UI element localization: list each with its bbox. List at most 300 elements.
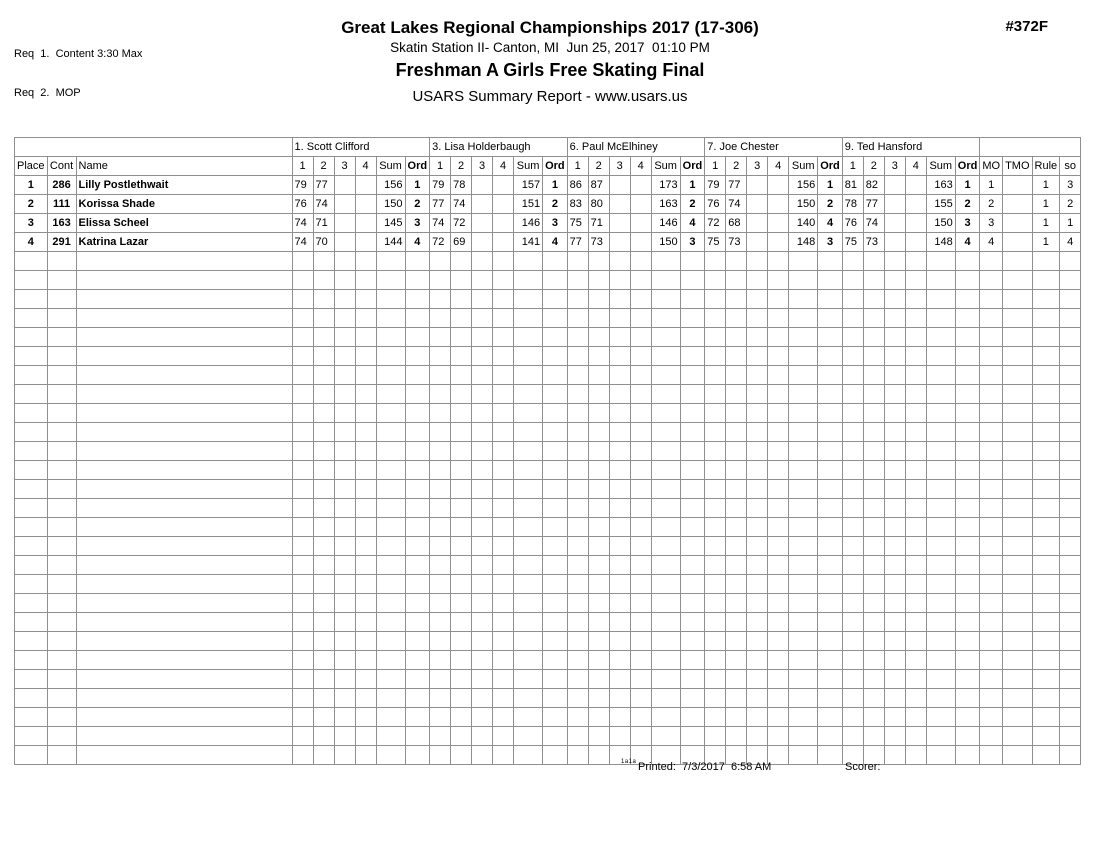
table-cell <box>926 556 955 575</box>
table-cell <box>651 651 680 670</box>
table-cell <box>451 575 472 594</box>
table-cell <box>334 556 355 575</box>
table-cell <box>47 480 76 499</box>
table-cell <box>680 366 705 385</box>
table-cell <box>726 442 747 461</box>
table-cell <box>705 252 726 271</box>
spacer-cell <box>15 138 293 157</box>
table-cell <box>588 366 609 385</box>
table-cell <box>905 537 926 556</box>
table-cell <box>15 613 48 632</box>
score-cell <box>609 214 630 233</box>
table-cell <box>609 575 630 594</box>
table-cell <box>334 480 355 499</box>
table-cell <box>1032 670 1060 689</box>
table-cell <box>430 290 451 309</box>
table-cell <box>405 404 430 423</box>
table-cell <box>842 309 863 328</box>
score-cell: 68 <box>726 214 747 233</box>
score-cell: 72 <box>451 214 472 233</box>
table-cell <box>768 613 789 632</box>
empty-row <box>15 328 1081 347</box>
table-cell <box>430 575 451 594</box>
table-cell <box>926 708 955 727</box>
table-cell <box>15 404 48 423</box>
table-cell <box>705 708 726 727</box>
table-cell <box>789 575 818 594</box>
table-cell <box>747 613 768 632</box>
table-cell <box>430 689 451 708</box>
table-cell <box>651 518 680 537</box>
table-cell <box>789 613 818 632</box>
table-cell <box>926 309 955 328</box>
table-cell <box>451 537 472 556</box>
table-cell <box>1003 442 1032 461</box>
sum-cell: 146 <box>651 214 680 233</box>
table-cell <box>926 575 955 594</box>
table-cell <box>955 613 980 632</box>
page-footer <box>0 761 1100 781</box>
score-cell <box>747 195 768 214</box>
tmo-cell <box>1003 176 1032 195</box>
table-cell <box>609 461 630 480</box>
table-cell <box>680 651 705 670</box>
table-cell <box>430 442 451 461</box>
table-cell <box>472 404 493 423</box>
table-cell <box>905 480 926 499</box>
table-cell <box>726 727 747 746</box>
table-cell <box>405 556 430 575</box>
sum-cell: 157 <box>514 176 543 195</box>
table-cell <box>405 366 430 385</box>
score-cell <box>493 233 514 252</box>
table-cell <box>376 252 405 271</box>
table-cell <box>405 575 430 594</box>
table-cell <box>76 708 292 727</box>
table-cell <box>630 575 651 594</box>
table-cell <box>1060 290 1081 309</box>
table-cell <box>567 708 588 727</box>
table-cell <box>705 480 726 499</box>
column-header: Rule <box>1032 157 1060 176</box>
table-cell <box>926 499 955 518</box>
table-cell <box>588 290 609 309</box>
table-cell <box>334 385 355 404</box>
contestant-number-cell: 111 <box>47 195 76 214</box>
table-cell <box>405 328 430 347</box>
table-cell <box>926 404 955 423</box>
table-cell <box>818 651 843 670</box>
table-cell <box>818 708 843 727</box>
table-cell <box>292 594 313 613</box>
table-cell <box>705 651 726 670</box>
table-cell <box>609 404 630 423</box>
table-cell <box>980 727 1003 746</box>
table-cell <box>884 727 905 746</box>
table-cell <box>355 575 376 594</box>
table-cell <box>905 575 926 594</box>
table-cell <box>355 537 376 556</box>
table-cell <box>430 594 451 613</box>
table-cell <box>451 727 472 746</box>
table-cell <box>355 347 376 366</box>
table-cell <box>376 651 405 670</box>
table-cell <box>588 556 609 575</box>
table-cell <box>863 556 884 575</box>
column-header: Ord <box>818 157 843 176</box>
ordinal-cell: 3 <box>955 214 980 233</box>
table-cell <box>630 404 651 423</box>
table-cell <box>705 632 726 651</box>
score-cell <box>630 176 651 195</box>
table-cell <box>1032 290 1060 309</box>
table-cell <box>76 309 292 328</box>
table-cell <box>747 689 768 708</box>
table-cell <box>980 689 1003 708</box>
table-cell <box>376 670 405 689</box>
empty-row <box>15 480 1081 499</box>
table-cell <box>472 518 493 537</box>
skater-name-cell: Elissa Scheel <box>76 214 292 233</box>
table-cell <box>567 480 588 499</box>
table-cell <box>726 651 747 670</box>
table-cell <box>863 537 884 556</box>
table-cell <box>1003 708 1032 727</box>
table-cell <box>884 290 905 309</box>
table-cell <box>609 423 630 442</box>
mo-cell: 2 <box>980 195 1003 214</box>
table-cell <box>472 727 493 746</box>
score-cell <box>768 214 789 233</box>
table-cell <box>726 385 747 404</box>
table-cell <box>405 727 430 746</box>
table-cell <box>842 689 863 708</box>
table-cell <box>789 651 818 670</box>
table-cell <box>472 366 493 385</box>
table-cell <box>905 727 926 746</box>
table-cell <box>863 252 884 271</box>
table-cell <box>905 708 926 727</box>
table-cell <box>1032 366 1060 385</box>
table-cell <box>76 404 292 423</box>
table-cell <box>334 594 355 613</box>
table-cell <box>376 404 405 423</box>
table-cell <box>1032 442 1060 461</box>
table-cell <box>905 347 926 366</box>
score-cell <box>609 233 630 252</box>
column-header: TMO <box>1003 157 1032 176</box>
venue-date-line: Skatin Station II- Canton, MI Jun 25, 2017 01:10 PM <box>390 40 710 55</box>
score-cell <box>334 233 355 252</box>
table-cell <box>376 708 405 727</box>
table-cell <box>47 499 76 518</box>
table-cell <box>955 556 980 575</box>
table-cell <box>651 328 680 347</box>
table-cell <box>842 442 863 461</box>
table-cell <box>472 613 493 632</box>
table-cell <box>430 252 451 271</box>
table-cell <box>955 252 980 271</box>
table-cell <box>376 613 405 632</box>
table-cell <box>1060 480 1081 499</box>
table-cell <box>292 499 313 518</box>
table-cell <box>705 670 726 689</box>
table-cell <box>430 613 451 632</box>
table-cell <box>747 423 768 442</box>
table-cell <box>768 689 789 708</box>
table-cell <box>1032 309 1060 328</box>
empty-row <box>15 252 1081 271</box>
ordinal-cell: 2 <box>543 195 568 214</box>
table-cell <box>789 252 818 271</box>
table-cell <box>472 708 493 727</box>
table-cell <box>567 670 588 689</box>
table-cell <box>955 670 980 689</box>
header-titles <box>0 18 1100 105</box>
table-cell <box>472 328 493 347</box>
table-cell <box>705 290 726 309</box>
table-cell <box>493 252 514 271</box>
mo-cell: 1 <box>980 176 1003 195</box>
score-cell <box>884 233 905 252</box>
column-header: Ord <box>680 157 705 176</box>
table-cell <box>472 556 493 575</box>
table-cell <box>588 385 609 404</box>
table-cell <box>430 556 451 575</box>
empty-row <box>15 727 1081 746</box>
table-cell <box>955 290 980 309</box>
table-cell <box>493 689 514 708</box>
table-cell <box>609 670 630 689</box>
table-cell <box>705 727 726 746</box>
table-cell <box>376 480 405 499</box>
table-cell <box>292 309 313 328</box>
table-cell <box>567 537 588 556</box>
table-cell <box>430 518 451 537</box>
table-cell <box>567 271 588 290</box>
table-cell <box>705 404 726 423</box>
empty-row <box>15 290 1081 309</box>
table-cell <box>376 385 405 404</box>
column-header: Sum <box>376 157 405 176</box>
table-cell <box>980 537 1003 556</box>
table-cell <box>726 366 747 385</box>
score-cell <box>884 176 905 195</box>
table-cell <box>630 442 651 461</box>
ordinal-cell: 3 <box>543 214 568 233</box>
table-cell <box>292 727 313 746</box>
table-cell <box>514 575 543 594</box>
sum-cell: 144 <box>376 233 405 252</box>
table-cell <box>980 404 1003 423</box>
table-cell <box>472 290 493 309</box>
table-cell <box>630 461 651 480</box>
table-cell <box>1003 461 1032 480</box>
sum-cell: 146 <box>514 214 543 233</box>
table-cell <box>1003 347 1032 366</box>
table-cell <box>609 594 630 613</box>
table-cell <box>76 385 292 404</box>
table-cell <box>47 290 76 309</box>
table-cell <box>1060 727 1081 746</box>
table-cell <box>355 271 376 290</box>
table-cell <box>884 556 905 575</box>
table-cell <box>747 594 768 613</box>
table-cell <box>588 328 609 347</box>
table-cell <box>818 385 843 404</box>
table-cell <box>926 689 955 708</box>
table-cell <box>376 689 405 708</box>
place-cell: 1 <box>15 176 48 195</box>
table-cell <box>334 271 355 290</box>
table-cell <box>1003 328 1032 347</box>
table-cell <box>355 518 376 537</box>
table-cell <box>313 613 334 632</box>
table-cell <box>1060 461 1081 480</box>
table-cell <box>768 385 789 404</box>
column-header: so <box>1060 157 1081 176</box>
score-cell: 75 <box>842 233 863 252</box>
table-cell <box>705 689 726 708</box>
table-cell <box>905 689 926 708</box>
page-title: Great Lakes Regional Championships 2017 (17-306) <box>341 18 759 37</box>
score-cell: 69 <box>451 233 472 252</box>
table-cell <box>1032 271 1060 290</box>
score-cell: 74 <box>292 233 313 252</box>
table-cell <box>680 727 705 746</box>
table-cell <box>355 651 376 670</box>
score-cell: 72 <box>705 214 726 233</box>
table-cell <box>1060 366 1081 385</box>
score-cell <box>747 233 768 252</box>
rule-cell: 1 <box>1032 214 1060 233</box>
table-cell <box>747 537 768 556</box>
table-cell <box>567 727 588 746</box>
table-cell <box>905 499 926 518</box>
table-cell <box>680 632 705 651</box>
table-cell <box>76 271 292 290</box>
table-cell <box>1060 670 1081 689</box>
table-cell <box>680 404 705 423</box>
table-cell <box>863 708 884 727</box>
table-cell <box>651 708 680 727</box>
table-cell <box>955 632 980 651</box>
table-cell <box>47 651 76 670</box>
table-cell <box>789 708 818 727</box>
table-cell <box>1032 708 1060 727</box>
table-cell <box>451 632 472 651</box>
table-cell <box>430 651 451 670</box>
skater-name-cell: Korissa Shade <box>76 195 292 214</box>
table-cell <box>355 708 376 727</box>
table-cell <box>651 632 680 651</box>
table-cell <box>980 309 1003 328</box>
empty-row <box>15 575 1081 594</box>
table-cell <box>493 480 514 499</box>
score-cell <box>493 176 514 195</box>
table-cell <box>472 442 493 461</box>
table-cell <box>651 556 680 575</box>
table-cell <box>15 480 48 499</box>
empty-row <box>15 347 1081 366</box>
table-cell <box>747 404 768 423</box>
table-cell <box>47 632 76 651</box>
table-cell <box>1060 404 1081 423</box>
column-header: Ord <box>405 157 430 176</box>
table-cell <box>1003 518 1032 537</box>
ordinal-cell: 4 <box>543 233 568 252</box>
table-cell <box>726 670 747 689</box>
score-cell <box>355 233 376 252</box>
table-cell <box>588 575 609 594</box>
table-cell <box>292 708 313 727</box>
table-cell <box>472 423 493 442</box>
table-cell <box>567 442 588 461</box>
table-cell <box>430 461 451 480</box>
table-cell <box>334 499 355 518</box>
table-cell <box>789 442 818 461</box>
table-cell <box>543 575 568 594</box>
table-cell <box>451 442 472 461</box>
score-cell: 86 <box>567 176 588 195</box>
table-cell <box>567 404 588 423</box>
table-cell <box>76 556 292 575</box>
table-cell <box>376 290 405 309</box>
table-cell <box>926 613 955 632</box>
table-cell <box>47 594 76 613</box>
table-cell <box>609 499 630 518</box>
table-cell <box>1060 575 1081 594</box>
empty-row <box>15 670 1081 689</box>
score-cell <box>630 233 651 252</box>
table-cell <box>1032 423 1060 442</box>
table-cell <box>76 366 292 385</box>
table-cell <box>15 651 48 670</box>
score-cell: 77 <box>567 233 588 252</box>
column-header: 2 <box>451 157 472 176</box>
score-cell <box>355 214 376 233</box>
table-cell <box>405 670 430 689</box>
table-cell <box>980 556 1003 575</box>
table-cell <box>842 366 863 385</box>
score-cell <box>768 195 789 214</box>
table-cell <box>609 442 630 461</box>
table-cell <box>543 404 568 423</box>
tmo-cell <box>1003 195 1032 214</box>
table-cell <box>430 404 451 423</box>
table-cell <box>747 442 768 461</box>
table-cell <box>926 442 955 461</box>
table-cell <box>926 651 955 670</box>
score-cell <box>905 233 926 252</box>
table-cell <box>47 423 76 442</box>
table-cell <box>493 556 514 575</box>
table-cell <box>472 347 493 366</box>
table-cell <box>1060 328 1081 347</box>
table-cell <box>768 404 789 423</box>
table-cell <box>451 404 472 423</box>
table-cell <box>451 708 472 727</box>
table-cell <box>313 385 334 404</box>
table-cell <box>313 347 334 366</box>
table-cell <box>292 423 313 442</box>
table-cell <box>543 328 568 347</box>
table-cell <box>430 385 451 404</box>
table-cell <box>405 499 430 518</box>
table-cell <box>451 290 472 309</box>
table-cell <box>451 689 472 708</box>
table-cell <box>514 518 543 537</box>
